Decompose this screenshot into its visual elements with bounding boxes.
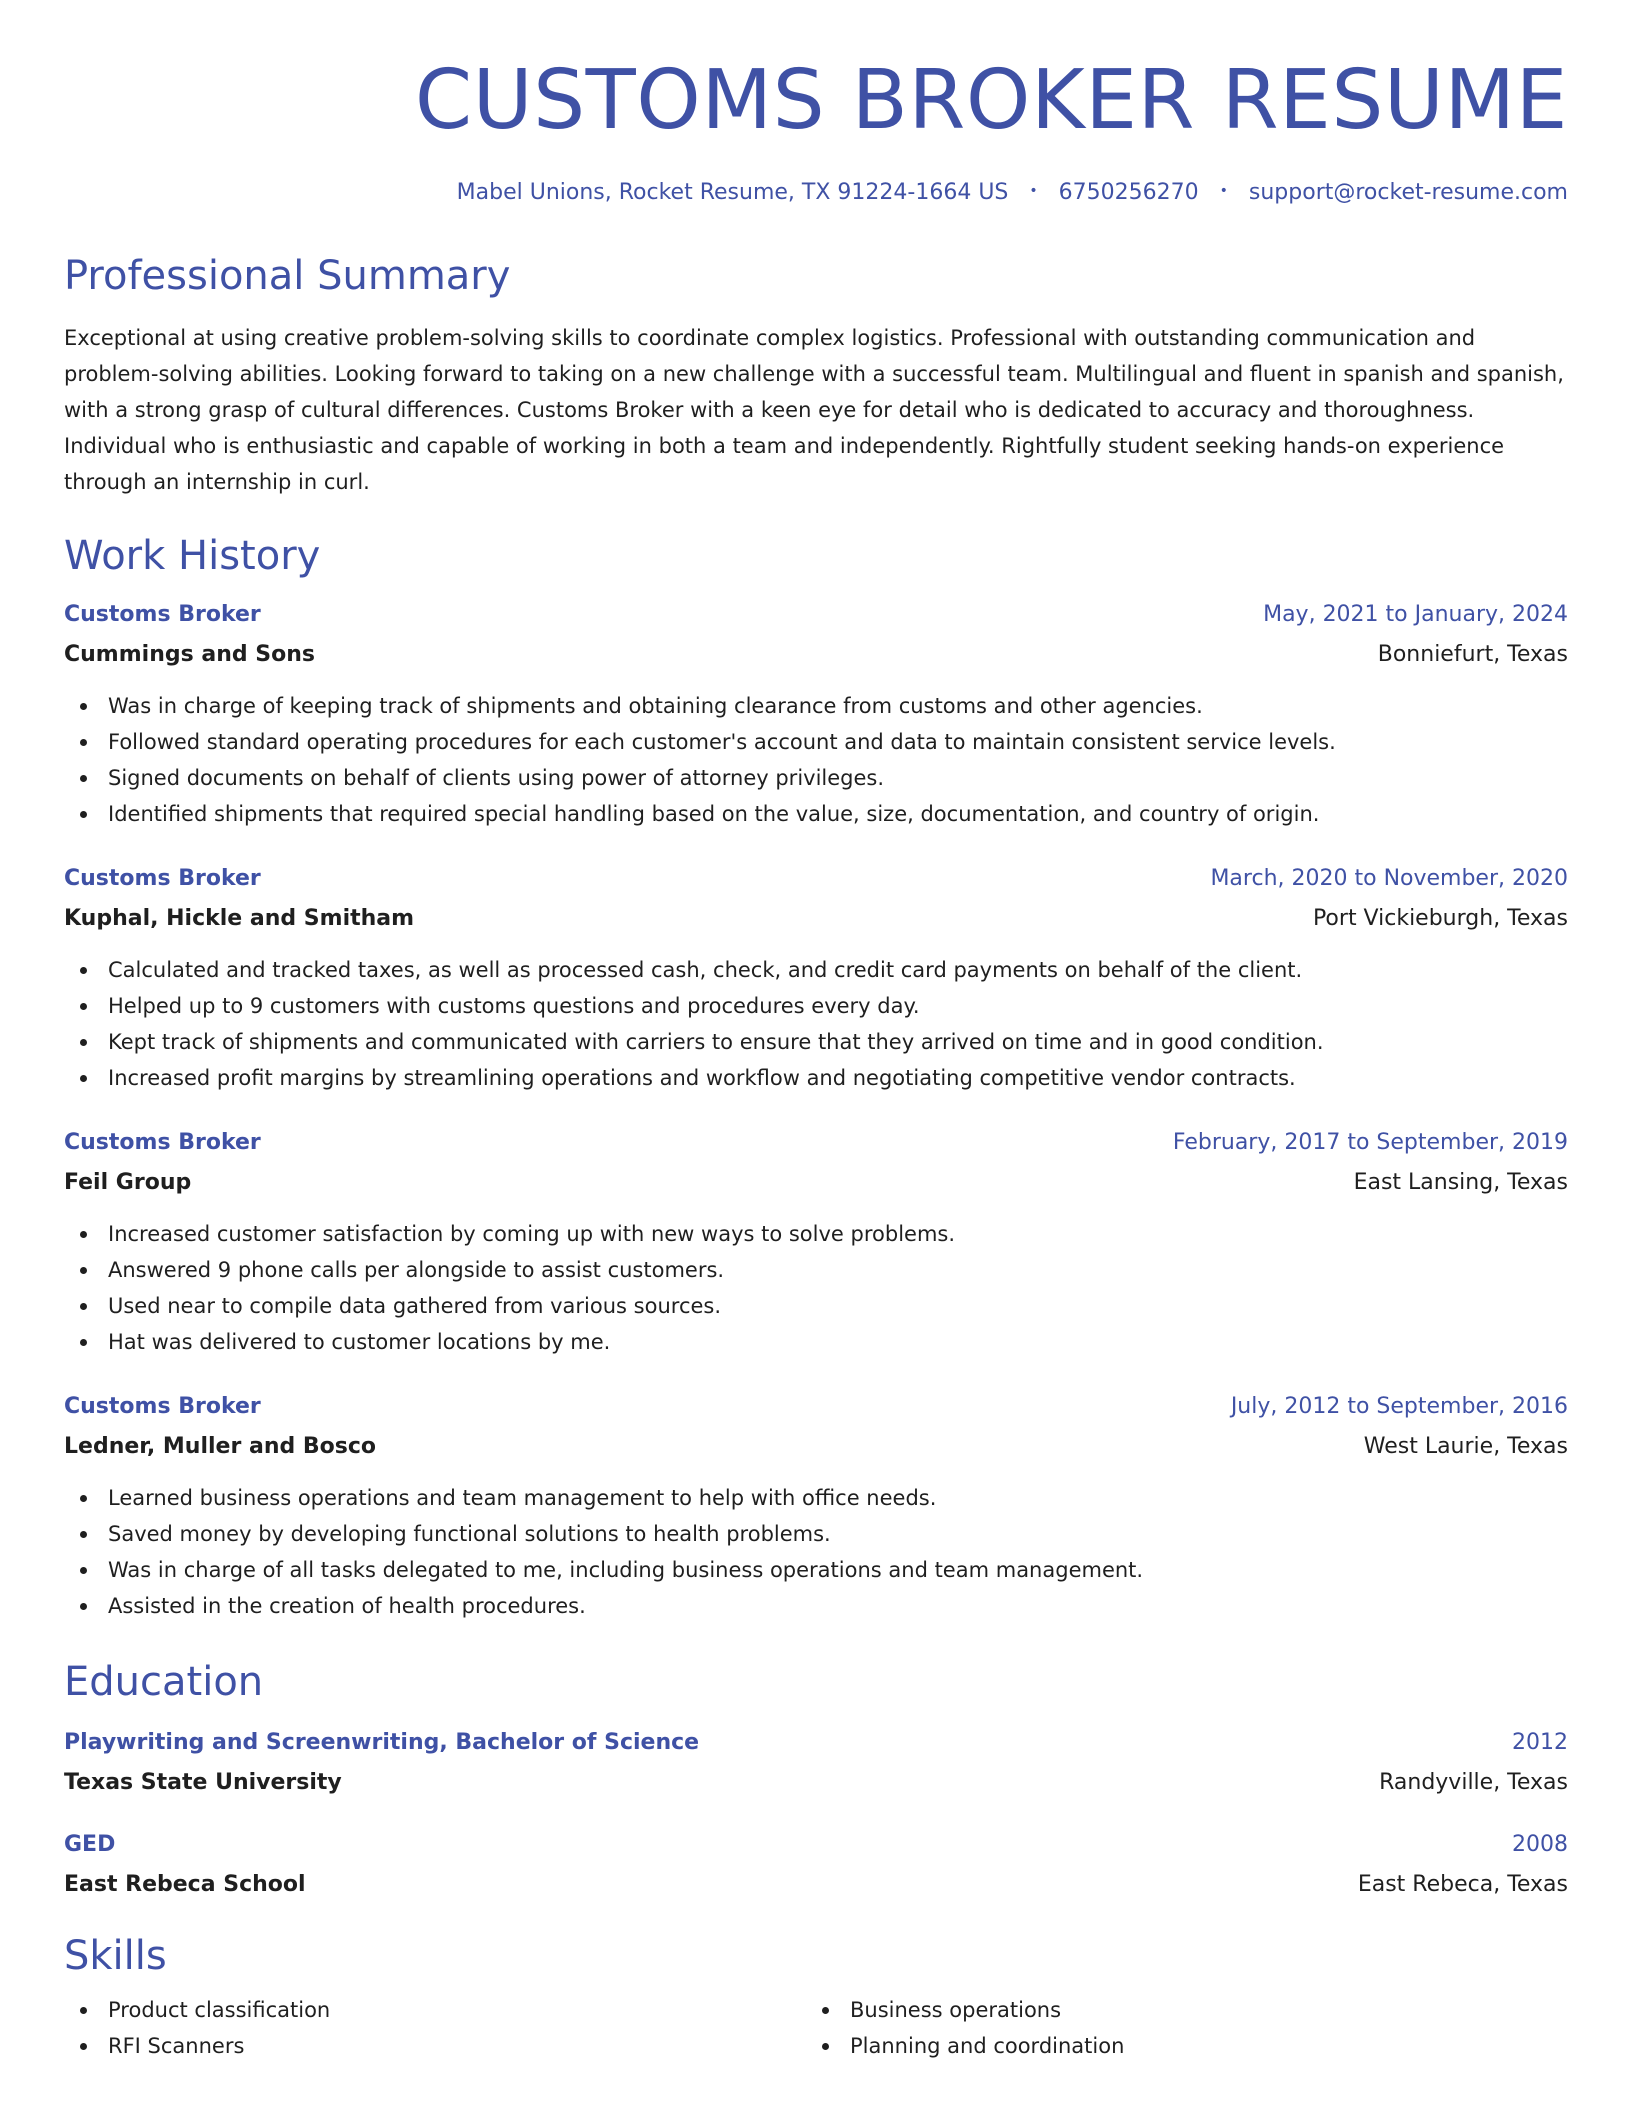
contact-email: support@rocket-resume.com — [1248, 180, 1568, 205]
job-dates: July, 2012 to September, 2016 — [1230, 1394, 1568, 1420]
job-location: East Lansing, Texas — [1353, 1170, 1568, 1196]
skill-item: Business operations — [806, 1992, 1548, 2028]
job-bullet: Hat was delivered to customer locations by me. — [64, 1324, 1568, 1360]
resume-page — [64, 0, 1568, 2064]
job-bullet: Assisted in the creation of health procedures. — [64, 1588, 1568, 1624]
job-bullets — [64, 688, 1568, 832]
education-entry — [64, 1728, 1568, 1798]
job-company: Feil Group — [64, 1170, 192, 1196]
job-company: Ledner, Muller and Bosco — [64, 1434, 377, 1460]
summary-heading: Professional Summary — [64, 253, 511, 300]
job-role: Customs Broker — [64, 602, 261, 628]
skills-list-right — [806, 1992, 1548, 2064]
job-bullet: Kept track of shipments and communicated with carriers to ensure that they arrived on time and in good condition. — [64, 1024, 1568, 1060]
job-bullets — [64, 952, 1568, 1096]
skill-item: Product classification — [64, 1992, 806, 2028]
contact-address: Mabel Unions, Rocket Resume, TX 91224-1664 US — [456, 180, 1009, 205]
education-year: 2012 — [1512, 1730, 1568, 1756]
education-heading: Education — [64, 1659, 264, 1706]
contact-line — [64, 180, 1568, 206]
job-dates: March, 2020 to November, 2020 — [1210, 866, 1568, 892]
resume-title: CUSTOMS BROKER RESUME — [414, 53, 1568, 148]
job-role: Customs Broker — [64, 1130, 261, 1156]
job-dates: February, 2017 to September, 2019 — [1172, 1130, 1568, 1156]
skills-list-left — [64, 1992, 806, 2064]
contact-separator: • — [1029, 182, 1038, 199]
job-entry — [64, 600, 1568, 832]
job-bullets — [64, 1216, 1568, 1360]
education-location: Randyville, Texas — [1379, 1770, 1568, 1796]
job-location: Port Vickieburgh, Texas — [1312, 906, 1568, 932]
job-entry — [64, 1128, 1568, 1360]
education-school: East Rebeca School — [64, 1872, 306, 1898]
contact-phone: 6750256270 — [1058, 180, 1199, 205]
job-dates: May, 2021 to January, 2024 — [1263, 602, 1568, 628]
education-location: East Rebeca, Texas — [1357, 1872, 1568, 1898]
job-bullet: Increased profit margins by streamlining operations and workflow and negotiating competitive vendor contracts. — [64, 1060, 1568, 1096]
job-bullet: Increased customer satisfaction by coming up with new ways to solve problems. — [64, 1216, 1568, 1252]
education-year: 2008 — [1512, 1832, 1568, 1858]
work-history-heading: Work History — [64, 533, 321, 580]
job-bullet: Calculated and tracked taxes, as well as processed cash, check, and credit card payments on behalf of the client. — [64, 952, 1568, 988]
skill-item: Planning and coordination — [806, 2028, 1548, 2064]
job-role: Customs Broker — [64, 866, 261, 892]
skills-columns — [64, 1992, 1568, 2064]
job-bullets — [64, 1480, 1568, 1624]
job-location: West Laurie, Texas — [1363, 1434, 1568, 1460]
job-role: Customs Broker — [64, 1394, 261, 1420]
job-company: Cummings and Sons — [64, 642, 315, 668]
job-bullet: Learned business operations and team management to help with office needs. — [64, 1480, 1568, 1516]
job-bullet: Identified shipments that required special handling based on the value, size, documentation, and country of origin. — [64, 796, 1568, 832]
job-bullet: Used near to compile data gathered from various sources. — [64, 1288, 1568, 1324]
job-bullet: Was in charge of all tasks delegated to me, including business operations and team management. — [64, 1552, 1568, 1588]
contact-separator: • — [1219, 182, 1228, 199]
job-bullet: Signed documents on behalf of clients using power of attorney privileges. — [64, 760, 1568, 796]
job-bullet: Followed standard operating procedures for each customer's account and data to maintain consistent service levels. — [64, 724, 1568, 760]
summary-text: Exceptional at using creative problem-solving skills to coordinate complex logistics. Professional with outstanding communication and problem-solving abilities. Looking forward to taking on a new challenge with a successful team. Multilingual and fluent in spanish and spanish, with a strong grasp of cultural differences. Customs Broker with a keen eye for detail who is dedicated to accuracy and thoroughness. Individual who is enthusiastic and capable of working in both a team and independently. Rightfully student seeking hands-on experience through an internship in curl. — [64, 326, 1564, 495]
skills-heading: Skills — [64, 1933, 167, 1980]
education-entry — [64, 1830, 1568, 1900]
education-degree: Playwriting and Screenwriting, Bachelor of Science — [64, 1730, 700, 1756]
job-bullet: Answered 9 phone calls per alongside to assist customers. — [64, 1252, 1568, 1288]
job-company: Kuphal, Hickle and Smitham — [64, 906, 415, 932]
education-degree: GED — [64, 1832, 116, 1858]
job-entry — [64, 864, 1568, 1096]
job-bullet: Was in charge of keeping track of shipments and obtaining clearance from customs and other agencies. — [64, 688, 1568, 724]
skill-item: RFI Scanners — [64, 2028, 806, 2064]
education-school: Texas State University — [64, 1770, 342, 1796]
job-location: Bonniefurt, Texas — [1377, 642, 1568, 668]
job-bullet: Helped up to 9 customers with customs questions and procedures every day. — [64, 988, 1568, 1024]
job-bullet: Saved money by developing functional solutions to health problems. — [64, 1516, 1568, 1552]
job-entry — [64, 1392, 1568, 1624]
